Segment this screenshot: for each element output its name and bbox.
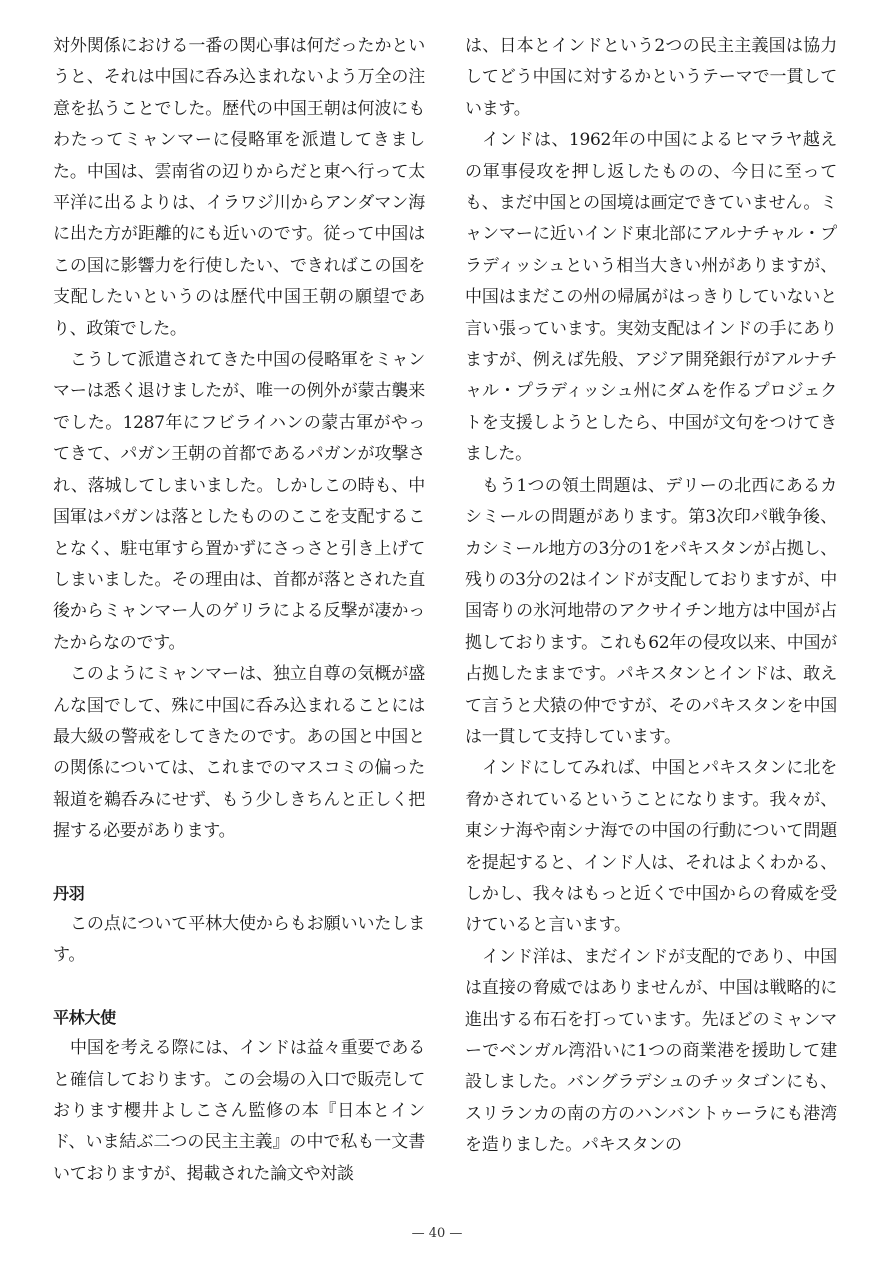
speaker-name: 平林大使 [53,1007,116,1027]
page-number: — 40 — [411,1226,463,1241]
left-column [53,31,425,1190]
paragraph: は、日本とインドという2つの民主主義国は協力してどう中国に対するかというテーマで一貫しています。 [465,36,837,119]
paragraph: 中国を考える際には、インドは益々重要であると確信しております。この会場の入口で販売しております櫻井よしこさん監修の本『日本とインド、いま結ぶ二つの民主主義』の中で私も一文書いておりますが、掲載された論文や対談 [53,1038,425,1184]
right-column [465,31,837,1162]
paragraph: 対外関係における一番の関心事は何だったかというと、それは中国に呑み込まれないよう万全の注意を払うことでした。歴代の中国王朝は何波にもわたってミャンマーに侵略軍を派遣してきました。中国は、雲南省の辺りからだと東へ行って太平洋に出るよりは、イラワジ川からアンダマン海に出た方が距離的にも近いのです。従って中国はこの国に影響力を行使したい、できればこの国を支配したいというのは歴代中国王朝の願望であり、政策でした。 [53,36,425,339]
paragraph: もう1つの領土問題は、デリーの北西にあるカシミールの問題があります。第3次印パ戦争後、カシミール地方の3分の1をパキスタンが占拠し、残りの3分の2はインドが支配しておりますが、中国寄りの氷河地帯のアクサイチン地方は中国が占拠しております。これも62年の侵攻以来、中国が占拠したままです。パキスタンとインドは、敢えて言うと犬猿の仲ですが、そのパキスタンを中国は一貫して支持しています。 [465,475,837,747]
paragraph: こうして派遣されてきた中国の侵略軍をミャンマーは悉く退けましたが、唯一の例外が蒙古襲来でした。1287年にフビライハンの蒙古軍がやってきて、パガン王朝の首都であるパガンが攻撃され、落城してしまいました。しかしこの時も、中国軍はパガンは落としたもののここを支配することなく、駐屯軍すら置かずにさっさと引き上げてしまいました。その理由は、首都が落とされた直後からミャンマー人のゲリラによる反撃が凄かったからなのです。 [53,350,425,653]
paragraph: インド洋は、まだインドが支配的であり、中国は直接の脅威ではありませんが、中国は戦略的に進出する布石を打っています。先ほどのミャンマーでベンガル湾沿いに1つの商業港を援助して建設しました。バングラデシュのチッタゴンにも、スリランカの南の方のハンバントゥーラにも港湾を造りました。パキスタンの [465,946,837,1156]
paragraph: この点について平林大使からもお願いいたします。 [53,913,425,966]
speaker-name: 丹羽 [53,883,85,903]
paragraph: このようにミャンマーは、独立自尊の気概が盛んな国でして、殊に中国に呑み込まれることには最大級の警戒をしてきたのです。あの国と中国との関係については、これまでのマスコミの偏った報道を鵜呑みにせず、もう少しきちんと正しく把握する必要があります。 [53,664,425,842]
paragraph: インドにしてみれば、中国とパキスタンに北を脅かされているということになります。我々が、東シナ海や南シナ海での中国の行動について問題を提起すると、インド人は、それはよくわかる、しかし、我々はもっと近くで中国からの脅威を受けていると言います。 [465,758,837,936]
paragraph: インドは、1962年の中国によるヒマラヤ越えの軍事侵攻を押し返したものの、今日に至っても、まだ中国との国境は画定できていません。ミャンマーに近いインド東北部にアルナチャル・プラディッシュという相当大きい州がありますが、中国はまだこの州の帰属がはっきりしていないと言い張っています。実効支配はインドの手にありますが、例えば先般、アジア開発銀行がアルナチャル・プラディッシュ州にダムを作るプロジェクトを支援しようとしたら、中国が文句をつけてきました。 [465,130,837,465]
